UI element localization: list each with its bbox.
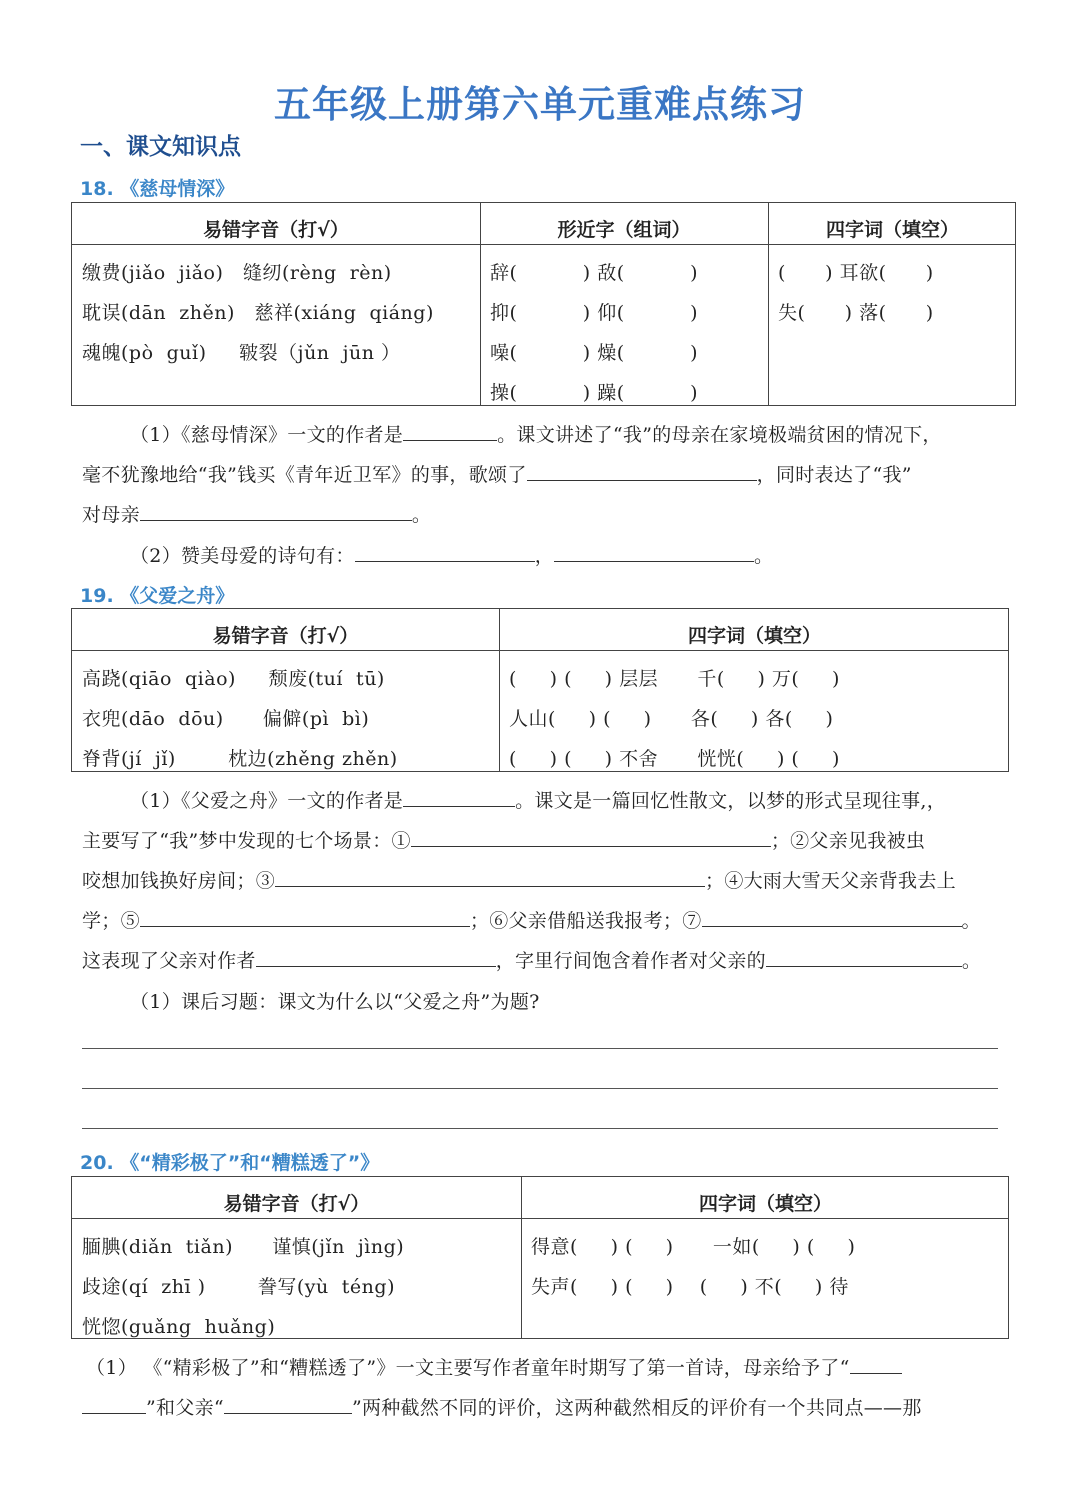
idiom-row: ( ) 耳欲( ) — [778, 262, 934, 284]
question-line: 主要写了“我”梦中发现的七个场景：① ；②父亲见我被虫 — [82, 826, 925, 853]
question-line: （1）《慈母情深》一文的作者是 。课文讲述了“我”的母亲在家境极端贫困的情况下， — [130, 420, 942, 447]
table-header: 易错字音（打√） — [203, 219, 349, 241]
question-line: 对母亲 。 — [82, 500, 431, 527]
page-title: 五年级上册第六单元重难点练习 — [274, 83, 806, 126]
question-line: 这表现了父亲对作者 ，字里行间饱含着作者对父亲的 。 — [82, 946, 981, 973]
question-line: （2）赞美母爱的诗句有： ， 。 — [130, 541, 773, 568]
idiom-row: ( ) ( ) 层层 千( ) 万( ) — [509, 668, 840, 690]
similar-char-row: 噪( ) 燥( ) — [490, 342, 698, 364]
lesson-18-heading: 18. 《慈母情深》 — [80, 178, 235, 200]
pinyin-row: 缴费(jiǎo jiǎo) 缝纫(rèng rèn) — [82, 262, 392, 284]
similar-char-row: 操( ) 躁( ) — [490, 382, 698, 404]
similar-char-row: 抑( ) 仰( ) — [490, 302, 698, 324]
table-header: 易错字音（打√） — [212, 625, 359, 647]
question-line: （1） 《“精彩极了”和“糟糕透了”》一文主要写作者童年时期写了第一首诗，母亲给予了“ — [86, 1353, 902, 1380]
lesson-20-table — [71, 1176, 1009, 1339]
table-header: 形近字（组词） — [557, 219, 691, 241]
idiom-row: 失声( ) ( ) ( ) 不( ) 待 — [531, 1276, 849, 1298]
idiom-row: 得意( ) ( ) 一如( ) ( ) — [531, 1236, 856, 1258]
question-line: 学；⑤ ；⑥父亲借船送我报考；⑦ 。 — [82, 906, 981, 933]
lesson-19-table — [71, 608, 1009, 772]
pinyin-row: 歧途(qí zhī ) 誊写(yù téng) — [82, 1276, 395, 1298]
pinyin-row: 脊背(jí jǐ) 枕边(zhěng zhěn) — [82, 748, 398, 770]
pinyin-row: 衣兜(dāo dōu) 偏僻(pì bì) — [82, 708, 370, 730]
question-line: 咬想加钱换好房间；③ ；④大雨大雪天父亲背我去上 — [82, 866, 956, 893]
lesson-18-table — [71, 202, 1016, 406]
idiom-row: 人山( ) ( ) 各( ) 各( ) — [509, 708, 834, 730]
table-header: 四字词（填空） — [687, 625, 821, 647]
lesson-19-heading: 19. 《父爱之舟》 — [80, 585, 235, 607]
pinyin-row: 耽误(dān zhěn) 慈祥(xiáng qiáng) — [82, 302, 434, 324]
question-line: （1）课后习题：课文为什么以“父爱之舟”为题? — [130, 991, 540, 1013]
pinyin-row: 魂魄(pò guǐ) 皲裂（jǔn jūn ） — [82, 342, 401, 364]
similar-char-row: 辞( ) 敌( ) — [490, 262, 698, 284]
question-line: （1）《父爱之舟》一文的作者是 。课文是一篇回忆性散文，以梦的形式呈现往事,， — [130, 786, 946, 813]
idiom-row: 失( ) 落( ) — [778, 302, 934, 324]
pinyin-row: 腼腆(diǎn tiǎn) 谨慎(jǐn jìng) — [82, 1236, 405, 1258]
answer-line — [82, 1128, 998, 1129]
answer-line — [82, 1088, 998, 1089]
pinyin-row: 高跷(qiāo qiào) 颓废(tuí tū) — [82, 668, 385, 690]
table-header: 四字词（填空） — [698, 1193, 832, 1215]
idiom-row: ( ) ( ) 不舍 恍恍( ) ( ) — [509, 748, 840, 770]
section-heading: 一、课文知识点 — [80, 134, 241, 160]
lesson-20-heading: 20. 《“精彩极了”和“糟糕透了”》 — [80, 1152, 380, 1174]
table-header: 四字词（填空） — [825, 219, 959, 241]
question-line: 毫不犹豫地给“我”钱买《青年近卫军》的事，歌颂了 ，同时表达了“我” — [82, 460, 912, 487]
question-line: ”和父亲“ ”两种截然不同的评价，这两种截然相反的评价有一个共同点——那 — [82, 1393, 922, 1420]
answer-line — [82, 1048, 998, 1049]
pinyin-row: 恍惚(guǎng huǎng) — [82, 1316, 276, 1338]
table-header: 易错字音（打√） — [223, 1193, 370, 1215]
